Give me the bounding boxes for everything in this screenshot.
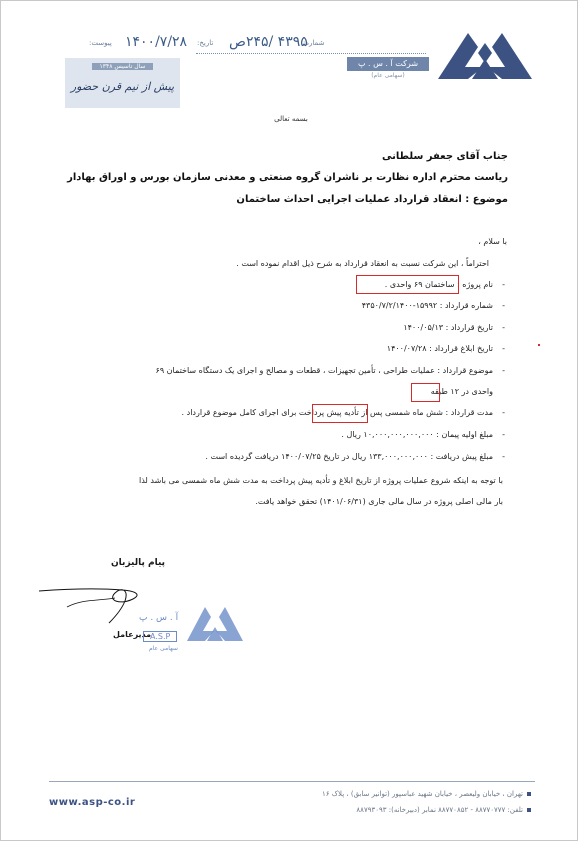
footer-address: تهران ، خیابان ولیعصر ، خیابان شهید عباسپور (توانیر سابق) ، پلاک ۱۶	[322, 790, 523, 798]
number-label: شماره:	[303, 39, 325, 47]
attachment-label: پیوست:	[89, 39, 112, 47]
red-mark	[538, 344, 540, 346]
item-contract-date: - تاریخ قرارداد : ۱۴۰۰/۰۵/۱۳	[403, 323, 493, 332]
letter-number: ۴۳۹۵ /۲۴۵ص	[229, 34, 308, 50]
seal-text-2: A.S.P	[143, 631, 177, 642]
item-contract-number: - شماره قرارداد : ۱۵۹۹۲-۴۳۵۰/۷/۲/۱۴۰۰	[362, 301, 493, 310]
greeting: با سلام ،	[478, 237, 507, 246]
recipient-position: ریاست محترم اداره نظارت بر ناشران گروه صنعتی و معدنی سازمان بورس و اوراق بهادار	[67, 172, 508, 183]
footer-phones: تلفن: ۸۸۷۷۰۷۷۷ - ۸۸۷۷۰۸۵۲ نمابر (دبیرخانه): ۸۸۷۹۳۰۹۳	[356, 806, 523, 814]
company-name: شرکت آ . س . پ	[347, 57, 429, 71]
item-advance-payment: - مبلغ پیش دریافت : ۱۳۳,۰۰۰,۰۰۰,۰۰۰ ریال در تاریخ ۱۴۰۰/۰۷/۲۵ دریافت گردیده است .	[205, 452, 493, 461]
item-contract-subject: - موضوع قرارداد : عملیات طراحی ، تأمین تجهیزات ، قطعات و مصالح و اجرای یک دستگاه ساختمان ۶۹	[156, 366, 493, 375]
letter-date: ۱۴۰۰/۷/۲۸	[125, 34, 188, 50]
founded-stamp	[65, 58, 180, 108]
bullet-square-icon	[527, 792, 531, 796]
recipient-name: جناب آقای جعفر سلطانی	[382, 151, 508, 162]
seal-text-1: آ . س . پ	[139, 613, 179, 623]
footer-address-row	[322, 790, 531, 798]
company-website: www.asp-co.ir	[49, 797, 136, 808]
letter-subject: موضوع : انعقاد قرارداد عملیات اجرایی احداث ساختمان	[236, 194, 508, 205]
intro-paragraph: احتراماً ، این شرکت نسبت به انعقاد قرارداد به شرح ذیل اقدام نموده است .	[236, 259, 489, 268]
company-type: (سهامی عام)	[371, 72, 405, 79]
signatory-title: مدیرعامل	[113, 630, 152, 639]
signatory-name: پیام پالیزبان	[111, 558, 166, 568]
item-initial-amount: - مبلغ اولیه پیمان : ۱۰,۰۰۰,۰۰۰,۰۰۰,۰۰۰ ریال .	[341, 430, 493, 439]
footer-divider	[49, 781, 535, 782]
highlight-project-name	[356, 275, 459, 294]
half-century-slogan: پیش از نیم قرن حضور	[70, 80, 175, 93]
date-label: تاریخ:	[197, 39, 214, 47]
item-notification-date: - تاریخ ابلاغ قرارداد : ۱۴۰۰/۰۷/۲۸	[387, 344, 493, 353]
item-contract-duration: - مدت قرارداد : شش ماه شمسی پس از تأدیه پیش پرداخت برای اجرای کامل موضوع قرارداد .	[182, 408, 493, 417]
footer-phone-row	[356, 806, 531, 814]
bullet-square-icon	[527, 808, 531, 812]
seal-logo-icon	[187, 603, 243, 643]
header-divider	[196, 53, 426, 54]
seal-text-3: سهامی عام	[149, 645, 178, 652]
asp-logo-icon	[438, 29, 532, 81]
founded-year-text: سال تاسیس ۱۳۴۸	[92, 63, 154, 70]
company-seal	[129, 601, 244, 659]
closing-paragraph-1: با توجه به اینکه شروع عملیات پروژه از تاریخ ابلاغ و تأدیه پیش پرداخت به مدت شش ماه شمسی می باشد لذا	[138, 476, 503, 485]
closing-paragraph-2: بار مالی اصلی پروژه در سال مالی جاری (۱۴۰۱/۰۶/۳۱) تحقق خواهد یافت.	[255, 497, 503, 506]
bismillah-heading: بسمه تعالی	[274, 115, 308, 123]
item-project-name: - نام پروژه : ساختمان ۶۹ واحدی .	[385, 280, 493, 289]
item-contract-subject-cont: واحدی در ۱۲ طبقه	[430, 387, 493, 396]
highlight-floors	[411, 383, 440, 402]
highlight-duration	[312, 404, 368, 423]
